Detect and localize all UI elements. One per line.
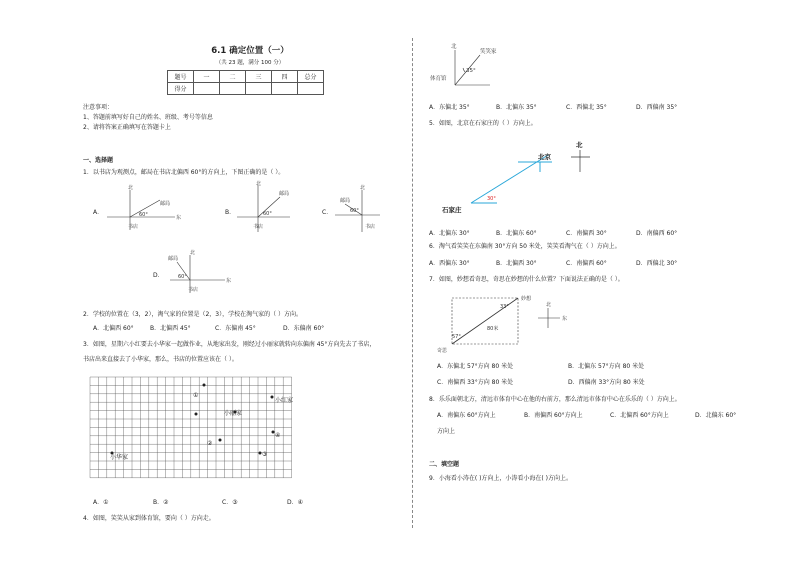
xiaoli-label: 小丽家: [224, 410, 243, 417]
east-label: 东: [176, 215, 182, 221]
question-2: 2．学校的位置在（3，2），淘气家的位置是（2，3），学校在淘气家的（ ）方向。: [83, 311, 302, 318]
store-label: 书店: [128, 224, 139, 230]
option[interactable]: D．东偏南 60°: [283, 325, 325, 332]
option[interactable]: D．北偏东 60°: [695, 412, 737, 419]
question-3: 3．如图，星期六小红要去小华家一起做作业，从地家出发，刚经过小丽家就转向东偏南 45°方向先去了书店，: [83, 341, 376, 348]
option[interactable]: A．南偏东 60°方向上: [437, 412, 496, 419]
angle-label: 33°: [500, 304, 509, 310]
post-label: 邮局: [279, 191, 290, 197]
qisi-label: 奇思: [437, 348, 448, 354]
xiaohua-label: 小华家: [110, 454, 129, 461]
option[interactable]: B．北偏西 30°: [496, 260, 537, 267]
question-7: 7．如图，妙想看奇思，奇思在妙想的什么位置？下面说法正确的是（ ）。: [429, 276, 624, 283]
angle-label: 60°: [178, 274, 187, 280]
section-heading: 一、选择题: [83, 157, 114, 164]
notice-heading: 注意事项：: [83, 104, 114, 111]
angle-label: 30°: [487, 196, 496, 202]
north-label: 北: [576, 141, 583, 149]
option[interactable]: C．南偏西 30°: [566, 230, 607, 237]
option[interactable]: C．③: [222, 499, 238, 506]
option-cont: 方向上: [437, 428, 456, 435]
post-label: 邮局: [160, 201, 171, 207]
page-title: 6.1 确定位置（一）: [211, 46, 289, 56]
score-cell: 三: [246, 71, 272, 83]
option-label[interactable]: A．: [93, 209, 104, 216]
distance-label: 80米: [487, 326, 499, 332]
option[interactable]: B．北偏东 60°: [496, 230, 537, 237]
option[interactable]: D．南偏西 60°: [636, 230, 678, 237]
question-1: 1．以书店为观测点，邮局在书店北偏西 60°的方向上，下图正确的是（ ）。: [83, 169, 285, 176]
shijiazhuang-label: 石家庄: [442, 206, 462, 214]
option[interactable]: A．东偏北 57°方向 80 米处: [437, 363, 514, 370]
option[interactable]: A．①: [93, 499, 109, 506]
north-label: 北: [451, 44, 457, 50]
option-label[interactable]: B．: [225, 209, 236, 216]
option[interactable]: C．南偏西 60°: [566, 260, 607, 267]
post-label: 邮局: [340, 198, 351, 204]
xiaohong-label: 小红家: [275, 397, 294, 404]
miaoxiang-label: 妙想: [521, 296, 532, 302]
question-6: 6．淘气看笑笑在东偏南 30°方向 50 米处，笑笑看淘气在（ ）方向上。: [429, 243, 621, 250]
section-heading: 二、填空题: [429, 461, 460, 468]
question-4: 4．如图，笑笑从家到体育馆，要向（ ）方向走。: [83, 515, 215, 522]
score-cell: 一: [194, 71, 220, 83]
north-label: 北: [256, 181, 262, 187]
angle-label: 60°: [263, 211, 272, 217]
post-label: 邮局: [168, 256, 179, 262]
question-5: 5．如图，北京在石家庄的（ ）方向上。: [429, 120, 537, 127]
option[interactable]: B．北偏东 57°方向 80 米处: [568, 363, 645, 370]
east-label: 东: [562, 316, 568, 322]
option[interactable]: B．北偏东 35°: [496, 104, 537, 111]
marker-2: ②: [207, 440, 213, 447]
question-9: 9．小海看小涛在( )方向上，小涛看小海在( )方向上。: [429, 475, 572, 482]
angle-label: 35°: [466, 68, 476, 74]
angle-label: 57°: [452, 334, 461, 340]
north-label: 北: [546, 302, 552, 308]
notice-item: 1、答题前填写好自己的姓名、班级、考号等信息: [83, 114, 213, 121]
notice-item: 2、请将答案正确填写在答题卡上: [83, 124, 171, 131]
question-8: 8．乐乐面朝北方，清远市体育中心在他的右前方，那么清远市体育中心在乐乐的（ ）方向上。: [429, 396, 681, 403]
north-label: 北: [360, 185, 366, 191]
north-label: 北: [190, 250, 196, 256]
store-label: 书店: [253, 224, 264, 230]
angle-label: 60°: [350, 208, 359, 214]
option[interactable]: A．北偏西 60°: [93, 325, 134, 332]
score-cell: 总分: [298, 71, 324, 83]
marker-1: ①: [193, 392, 199, 399]
option[interactable]: C．南偏西 33°方向 80 米处: [437, 379, 514, 386]
score-cell: 题号: [168, 71, 194, 83]
store-label: 书店: [365, 224, 376, 230]
option[interactable]: D．西偏南 33°方向 80 米处: [568, 379, 645, 386]
option-label[interactable]: C．: [322, 209, 333, 216]
option[interactable]: B．北偏西 45°: [150, 325, 191, 332]
home-label: 笑笑家: [480, 49, 497, 55]
east-label: 东: [226, 278, 232, 284]
option[interactable]: D．西偏南 35°: [636, 104, 678, 111]
option[interactable]: A．西偏东 30°: [429, 260, 470, 267]
option[interactable]: D．西偏北 30°: [636, 260, 678, 267]
option[interactable]: B．②: [153, 499, 169, 506]
page-subtitle: （共 23 题，满分 100 分）: [215, 60, 285, 66]
option[interactable]: C．西偏北 35°: [566, 104, 607, 111]
option[interactable]: A．北偏东 30°: [429, 230, 470, 237]
angle-label: 60°: [139, 212, 148, 218]
question-3-cont: 书店出来直接去了小华家，那么，书店的位置应该在（ ）。: [83, 356, 238, 363]
gym-label: 体育馆: [430, 76, 447, 82]
north-label: 北: [128, 185, 134, 191]
option[interactable]: B．南偏西 60°方向上: [524, 412, 583, 419]
marker-3: ③: [262, 451, 268, 458]
beijing-label: 北京: [538, 153, 551, 161]
option[interactable]: D．④: [287, 499, 303, 506]
marker-4: ④: [275, 432, 281, 439]
store-label: 书店: [188, 287, 199, 293]
score-cell: 四: [272, 71, 298, 83]
option[interactable]: C．北偏西 60°方向上: [610, 412, 669, 419]
option-label[interactable]: D．: [153, 272, 164, 279]
score-cell: 二: [220, 71, 246, 83]
option[interactable]: A．东偏北 35°: [429, 104, 470, 111]
option[interactable]: C．东偏南 45°: [215, 325, 256, 332]
score-cell: 得分: [168, 83, 194, 95]
